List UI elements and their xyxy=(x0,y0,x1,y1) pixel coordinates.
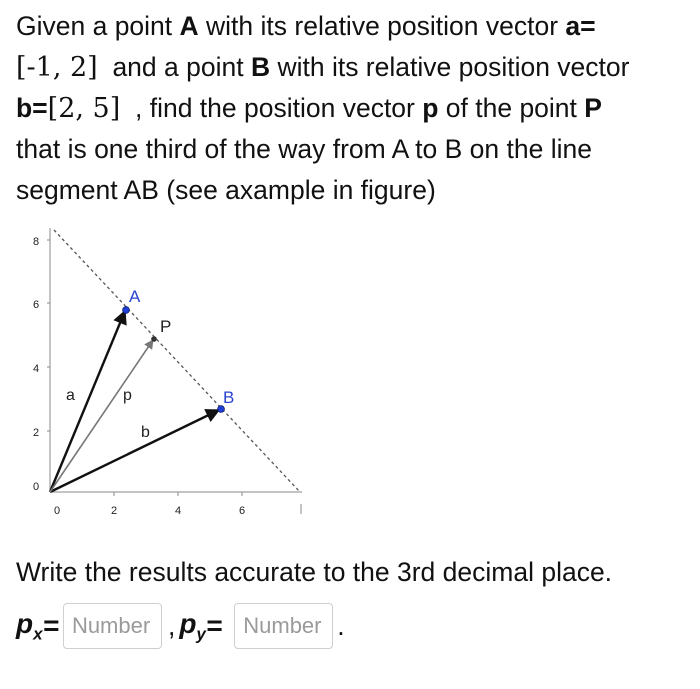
y-tick-label: 2 xyxy=(32,427,40,439)
point-b-name: B xyxy=(250,52,271,82)
y-tick-label: 0 xyxy=(32,481,40,493)
point-b-label: B xyxy=(223,388,235,407)
question-text-segment: Given a point xyxy=(16,11,180,41)
x-tick-label: 4 xyxy=(174,505,182,517)
px-equals: = xyxy=(42,610,59,641)
question-text-segment: , find the position vector xyxy=(120,93,423,123)
line-ab xyxy=(54,230,300,492)
vector-a-arrow xyxy=(50,311,125,492)
question-text-segment: with its relative position vector xyxy=(270,52,630,82)
vector-p-label-fig: p xyxy=(123,387,132,404)
x-tick-label: 6 xyxy=(238,505,246,517)
question-line-3 xyxy=(16,88,700,129)
point-a-marker xyxy=(123,307,130,314)
answer-row xyxy=(16,601,345,651)
point-a-label: A xyxy=(129,287,141,306)
question-text-segment: with its relative position vector xyxy=(198,11,566,41)
point-p-label: P xyxy=(160,317,172,336)
x-tick-label: 2 xyxy=(110,505,118,517)
py-subscript: y xyxy=(196,624,206,644)
py-label xyxy=(179,608,206,645)
x-tick-label: 0 xyxy=(53,505,61,517)
question-line-1 xyxy=(16,6,700,47)
py-equals: = xyxy=(205,610,223,641)
vector-p-name: p xyxy=(422,93,439,123)
py-input[interactable] xyxy=(234,603,333,649)
vector-b-arrow xyxy=(50,410,219,492)
question-line-2 xyxy=(16,47,700,88)
px-label xyxy=(16,608,43,645)
vector-a-value: [-1, 2] xyxy=(16,52,98,83)
y-tick-label: 4 xyxy=(32,363,40,375)
question-text-segment: and a point xyxy=(97,52,251,82)
point-p-name: P xyxy=(584,93,602,123)
answer-period: . xyxy=(337,610,345,641)
vector-b-label-fig: b xyxy=(141,424,150,441)
y-axis-ticks xyxy=(33,236,50,493)
x-axis-ticks xyxy=(54,492,301,517)
question-line-5: segment AB (see axample in figure) xyxy=(16,175,436,205)
question-text-segment: of the point xyxy=(438,93,585,123)
question-text xyxy=(16,6,700,211)
point-p-marker xyxy=(151,336,157,342)
vector-b-value: [2, 5] xyxy=(47,93,121,124)
vector-b-label: b= xyxy=(16,93,48,123)
vector-a-label: a= xyxy=(565,11,596,41)
question-line-4: that is one third of the way from A to B on the line xyxy=(16,134,592,164)
px-variable: p xyxy=(16,607,34,639)
instruction-text: Write the results accurate to the 3rd decimal place. xyxy=(16,557,613,587)
vector-figure xyxy=(10,222,310,522)
y-tick-label: 6 xyxy=(32,299,40,311)
point-a-name: A xyxy=(179,11,199,41)
py-variable: p xyxy=(179,607,197,639)
px-subscript: x xyxy=(33,624,43,644)
vector-a-label-fig: a xyxy=(66,387,75,404)
vector-p-arrow xyxy=(50,340,153,492)
px-input[interactable] xyxy=(63,603,162,649)
answer-comma: , xyxy=(167,610,176,641)
y-tick-label: 8 xyxy=(32,236,40,248)
